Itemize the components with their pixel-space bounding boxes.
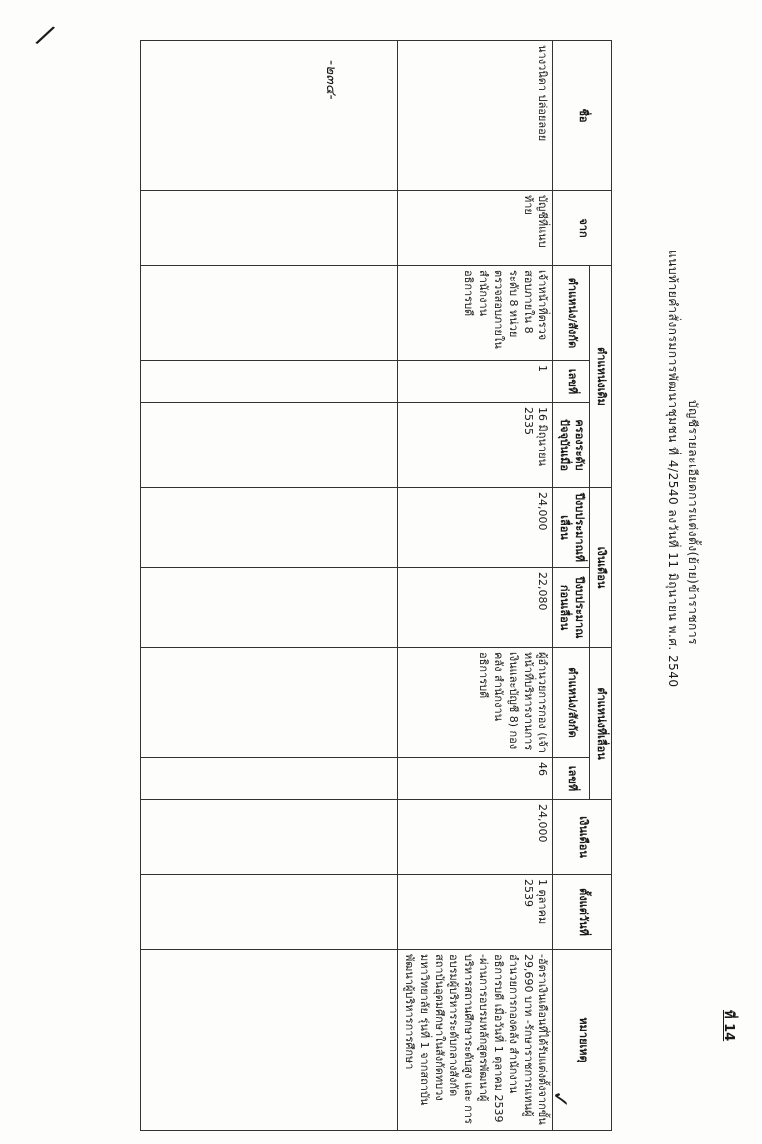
cell-new-pos-no: 46 xyxy=(398,758,553,800)
document-title: บัญชีรายละเอียดการแต่งตั้ง(ย้าย)ข้าราชการ xyxy=(686,400,700,646)
cell-remark: -อัตราเงินเดือนที่ได้รับแต่งตั้งจากขั้น 29,690 บาท -รักษาราชการแทนผู้อำนวยการกองคลัง สำนักงานอธิการบดี เมื่อวันที่ 1 ตุลาคม 2539 -ผ่านการอบรมหลักสูตรพัฒนาผู้บริหารสถานศึกษาระดับสูง และ การอบรมผู้บริหารระดับกลางสังกัดสถาบันอุดมศึกษาในสังกัดทบวงมหาวิทยาลัย รุ่นที่ 1 จากสถาบันพัฒนาผู้บริหารการศึกษา xyxy=(398,950,553,1131)
col-salary-group: เงินเดือน xyxy=(590,488,612,648)
pen-stroke-mark: / xyxy=(33,18,58,52)
cell-effective: 1 ตุลาคม 2539 xyxy=(398,875,553,950)
table-row xyxy=(398,41,553,1131)
col-budget-prev: ปีงบประมาณก่อนเลื่อน xyxy=(553,568,590,648)
document-subtitle: แนบท้ายคำสั่งกรมการพัฒนาชุมชน ที่ 4/2540 ลงวันที่ 11 มิถุนายน พ.ศ. 2540 xyxy=(666,250,680,688)
col-new-group: ตำแหน่งที่เลื่อน xyxy=(590,648,612,800)
cell-budget-prev: 22,080 xyxy=(398,568,553,648)
col-remark: หมายเหตุ xyxy=(553,950,612,1131)
col-current-group: ตำแหน่งเดิม xyxy=(590,266,612,488)
cell-pos-no: 1 xyxy=(398,361,553,403)
page-number-mark: -๒๓๔- xyxy=(323,60,339,100)
col-from: จาก xyxy=(553,191,612,266)
pen-tick-mark: ✓ xyxy=(547,1090,572,1109)
col-name: ชื่อ xyxy=(553,41,612,191)
col-new-pos-aff: ตำแหน่ง/สังกัด xyxy=(553,648,590,758)
table-row-empty xyxy=(141,41,398,1131)
col-effective: ตั้งแต่วันที่ xyxy=(553,875,612,950)
cell-from: บัญชีที่แนบท้าย xyxy=(398,191,553,266)
document-reference: ที่ 14 xyxy=(721,1010,736,1042)
cell-new-salary: 24,000 xyxy=(398,800,553,875)
cell-name: นางวนิดา ปล่อยลอย xyxy=(398,41,553,191)
col-new-salary: เงินเดือน xyxy=(553,800,612,875)
col-budget-after: ปีงบประมาณที่เลื่อน xyxy=(553,488,590,568)
col-pos-aff: ตำแหน่ง/สังกัด xyxy=(553,266,590,361)
cell-new-pos-aff: ผู้อำนวยการกอง (เจ้าหน้าที่บริหารงานการเงินและบัญชี 8) กองคลัง สำนักงานอธิการบดี xyxy=(398,648,553,758)
header-row-1 xyxy=(590,41,612,1131)
appointment-table xyxy=(140,40,612,1131)
cell-grade-since: 16 มิถุนายน 2535 xyxy=(398,403,553,488)
col-grade-since: ครองระดับปัจจุบันเมื่อ xyxy=(553,403,590,488)
col-pos-no: เลขที่ xyxy=(553,361,590,403)
cell-budget-after: 24,000 xyxy=(398,488,553,568)
col-new-pos-no: เลขที่ xyxy=(553,758,590,800)
cell-pos-aff: เจ้าหน้าที่ตรวจสอบภายใน 8 ระดับ 8 หน่วยตรวจสอบภายใน สำนักงานอธิการบดี xyxy=(398,266,553,361)
